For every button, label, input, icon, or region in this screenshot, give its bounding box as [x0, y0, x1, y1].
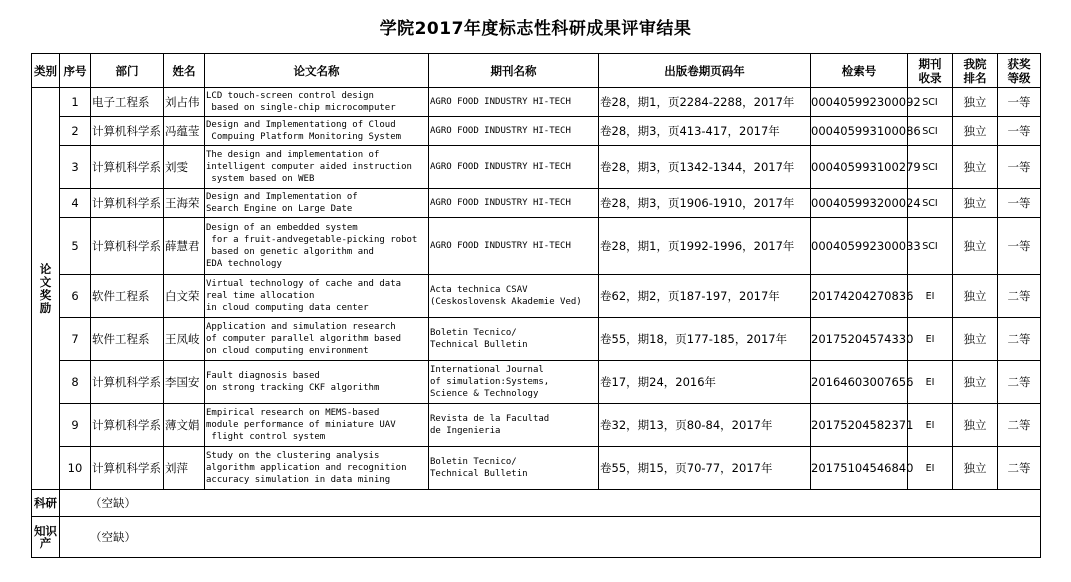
- row-indexed: SCI: [908, 146, 953, 189]
- row-indexed: SCI: [908, 88, 953, 117]
- row-paper: Design of an embedded system for a fruit-andvegetable-picking robot based on genetic algorithm and EDA technology: [205, 218, 429, 275]
- table-row: [32, 117, 1041, 146]
- row-volume: 卷32，期13，页80-84，2017年: [599, 404, 811, 447]
- header-indexed: 期刊 收录: [908, 54, 953, 88]
- row-paper: LCD touch-screen control design based on single-chip microcomputer: [205, 88, 429, 117]
- row-rank: 独立: [953, 361, 998, 404]
- row-index-no: 000405993100086: [811, 117, 908, 146]
- row-index-no: 000405992300092: [811, 88, 908, 117]
- row-volume: 卷62，期2，页187-197，2017年: [599, 275, 811, 318]
- table-row: [32, 88, 1041, 117]
- empty-placeholder: （空缺）: [60, 517, 1041, 558]
- row-volume: 卷28，期3，页413-417，2017年: [599, 117, 811, 146]
- row-rank: 独立: [953, 318, 998, 361]
- row-indexed: EI: [908, 275, 953, 318]
- row-name: 刘雯: [164, 146, 205, 189]
- row-journal: Revista de la Facultad de Ingenieria: [429, 404, 599, 447]
- row-no: 6: [60, 275, 91, 318]
- row-volume: 卷28，期3，页1342-1344，2017年: [599, 146, 811, 189]
- row-index-no: 20175204574330: [811, 318, 908, 361]
- empty-placeholder: （空缺）: [60, 490, 1041, 517]
- results-table: [31, 53, 1041, 558]
- row-rank: 独立: [953, 146, 998, 189]
- row-paper: Fault diagnosis based on strong tracking CKF algorithm: [205, 361, 429, 404]
- row-paper: Virtual technology of cache and data real time allocation in cloud computing data center: [205, 275, 429, 318]
- row-name: 刘占伟: [164, 88, 205, 117]
- row-name: 薄文娟: [164, 404, 205, 447]
- row-volume: 卷17，期24，2016年: [599, 361, 811, 404]
- row-name: 薛慧君: [164, 218, 205, 275]
- row-award: 二等: [998, 318, 1041, 361]
- header-volume: 出版卷期页码年: [599, 54, 811, 88]
- row-rank: 独立: [953, 447, 998, 490]
- row-award: 二等: [998, 275, 1041, 318]
- row-index-no: 20164603007656: [811, 361, 908, 404]
- row-index-no: 20175104546840: [811, 447, 908, 490]
- row-paper: Study on the clustering analysis algorithm application and recognition accuracy simulation in data mining: [205, 447, 429, 490]
- row-rank: 独立: [953, 404, 998, 447]
- row-paper: The design and implementation of intelligent computer aided instruction system based on WEB: [205, 146, 429, 189]
- row-no: 1: [60, 88, 91, 117]
- row-award: 一等: [998, 146, 1041, 189]
- table-row: [32, 146, 1041, 189]
- header-paper: 论文名称: [205, 54, 429, 88]
- category-label: 论文奖励: [39, 261, 52, 315]
- row-name: 冯蕴莹: [164, 117, 205, 146]
- row-journal: Acta technica CSAV (Ceskoslovensk Akademie Ved): [429, 275, 599, 318]
- header-name: 姓名: [164, 54, 205, 88]
- row-journal: AGRO FOOD INDUSTRY HI-TECH: [429, 88, 599, 117]
- row-paper: Design and Implementation of Search Engine on Large Date: [205, 189, 429, 218]
- row-dept: 计算机科学系: [91, 404, 164, 447]
- category-label: 科研: [34, 496, 57, 510]
- table-row: [32, 318, 1041, 361]
- table-row: [32, 189, 1041, 218]
- row-volume: 卷55，期15，页70-77，2017年: [599, 447, 811, 490]
- row-volume: 卷28，期1，页2284-2288，2017年: [599, 88, 811, 117]
- table-row: [32, 404, 1041, 447]
- row-index-no: 20175204582371: [811, 404, 908, 447]
- header-row: [32, 54, 1041, 88]
- row-name: 王凤岐: [164, 318, 205, 361]
- category-cell: [32, 517, 60, 558]
- row-award: 二等: [998, 447, 1041, 490]
- row-name: 王海荣: [164, 189, 205, 218]
- row-rank: 独立: [953, 117, 998, 146]
- row-rank: 独立: [953, 88, 998, 117]
- row-award: 二等: [998, 404, 1041, 447]
- row-name: 刘萍: [164, 447, 205, 490]
- row-no: 10: [60, 447, 91, 490]
- row-dept: 软件工程系: [91, 318, 164, 361]
- row-no: 3: [60, 146, 91, 189]
- row-dept: 计算机科学系: [91, 117, 164, 146]
- section-row: [32, 490, 1041, 517]
- row-dept: 计算机科学系: [91, 146, 164, 189]
- row-dept: 软件工程系: [91, 275, 164, 318]
- row-journal: AGRO FOOD INDUSTRY HI-TECH: [429, 117, 599, 146]
- row-journal: Boletin Tecnico/ Technical Bulletin: [429, 318, 599, 361]
- row-rank: 独立: [953, 275, 998, 318]
- row-journal: AGRO FOOD INDUSTRY HI-TECH: [429, 146, 599, 189]
- row-indexed: SCI: [908, 189, 953, 218]
- row-no: 8: [60, 361, 91, 404]
- row-dept: 电子工程系: [91, 88, 164, 117]
- row-journal: AGRO FOOD INDUSTRY HI-TECH: [429, 218, 599, 275]
- section-row: [32, 517, 1041, 558]
- row-paper: Application and simulation research of computer parallel algorithm based on cloud computing environment: [205, 318, 429, 361]
- category-cell: [32, 490, 60, 517]
- row-indexed: EI: [908, 404, 953, 447]
- row-volume: 卷28，期3，页1906-1910，2017年: [599, 189, 811, 218]
- row-name: 李国安: [164, 361, 205, 404]
- row-paper: Design and Implementationg of Cloud Compuing Platform Monitoring System: [205, 117, 429, 146]
- row-indexed: EI: [908, 361, 953, 404]
- row-journal: International Journal of simulation:Systems, Science & Technology: [429, 361, 599, 404]
- header-index-no: 检索号: [811, 54, 908, 88]
- row-volume: 卷55，期18，页177-185，2017年: [599, 318, 811, 361]
- header-journal: 期刊名称: [429, 54, 599, 88]
- row-award: 一等: [998, 189, 1041, 218]
- page-title: 学院2017年度标志性科研成果评审结果: [379, 19, 692, 39]
- row-journal: AGRO FOOD INDUSTRY HI-TECH: [429, 189, 599, 218]
- table-row: [32, 218, 1041, 275]
- row-no: 7: [60, 318, 91, 361]
- header-award: 获奖 等级: [998, 54, 1041, 88]
- row-journal: Boletin Tecnico/ Technical Bulletin: [429, 447, 599, 490]
- row-award: 一等: [998, 117, 1041, 146]
- category-label: 知识产: [34, 524, 57, 550]
- header-dept: 部门: [91, 54, 164, 88]
- header-rank: 我院 排名: [953, 54, 998, 88]
- table-row: [32, 275, 1041, 318]
- row-rank: 独立: [953, 218, 998, 275]
- row-dept: 计算机科学系: [91, 447, 164, 490]
- row-award: 二等: [998, 361, 1041, 404]
- row-rank: 独立: [953, 189, 998, 218]
- row-index-no: 000405992300033: [811, 218, 908, 275]
- row-no: 5: [60, 218, 91, 275]
- row-index-no: 000405993200024: [811, 189, 908, 218]
- table-row: [32, 447, 1041, 490]
- row-no: 9: [60, 404, 91, 447]
- row-dept: 计算机科学系: [91, 361, 164, 404]
- header-no: 序号: [60, 54, 91, 88]
- row-index-no: 000405993100279: [811, 146, 908, 189]
- row-paper: Empirical research on MEMS-based module performance of miniature UAV flight control system: [205, 404, 429, 447]
- row-dept: 计算机科学系: [91, 218, 164, 275]
- row-index-no: 20174204270836: [811, 275, 908, 318]
- table-row: [32, 361, 1041, 404]
- row-no: 2: [60, 117, 91, 146]
- row-award: 一等: [998, 88, 1041, 117]
- row-name: 白文荣: [164, 275, 205, 318]
- category-cell: [32, 88, 60, 490]
- header-category: 类别: [32, 54, 60, 88]
- row-indexed: EI: [908, 318, 953, 361]
- row-volume: 卷28，期1，页1992-1996，2017年: [599, 218, 811, 275]
- row-no: 4: [60, 189, 91, 218]
- row-indexed: EI: [908, 447, 953, 490]
- row-indexed: SCI: [908, 218, 953, 275]
- row-award: 一等: [998, 218, 1041, 275]
- row-indexed: SCI: [908, 117, 953, 146]
- row-dept: 计算机科学系: [91, 189, 164, 218]
